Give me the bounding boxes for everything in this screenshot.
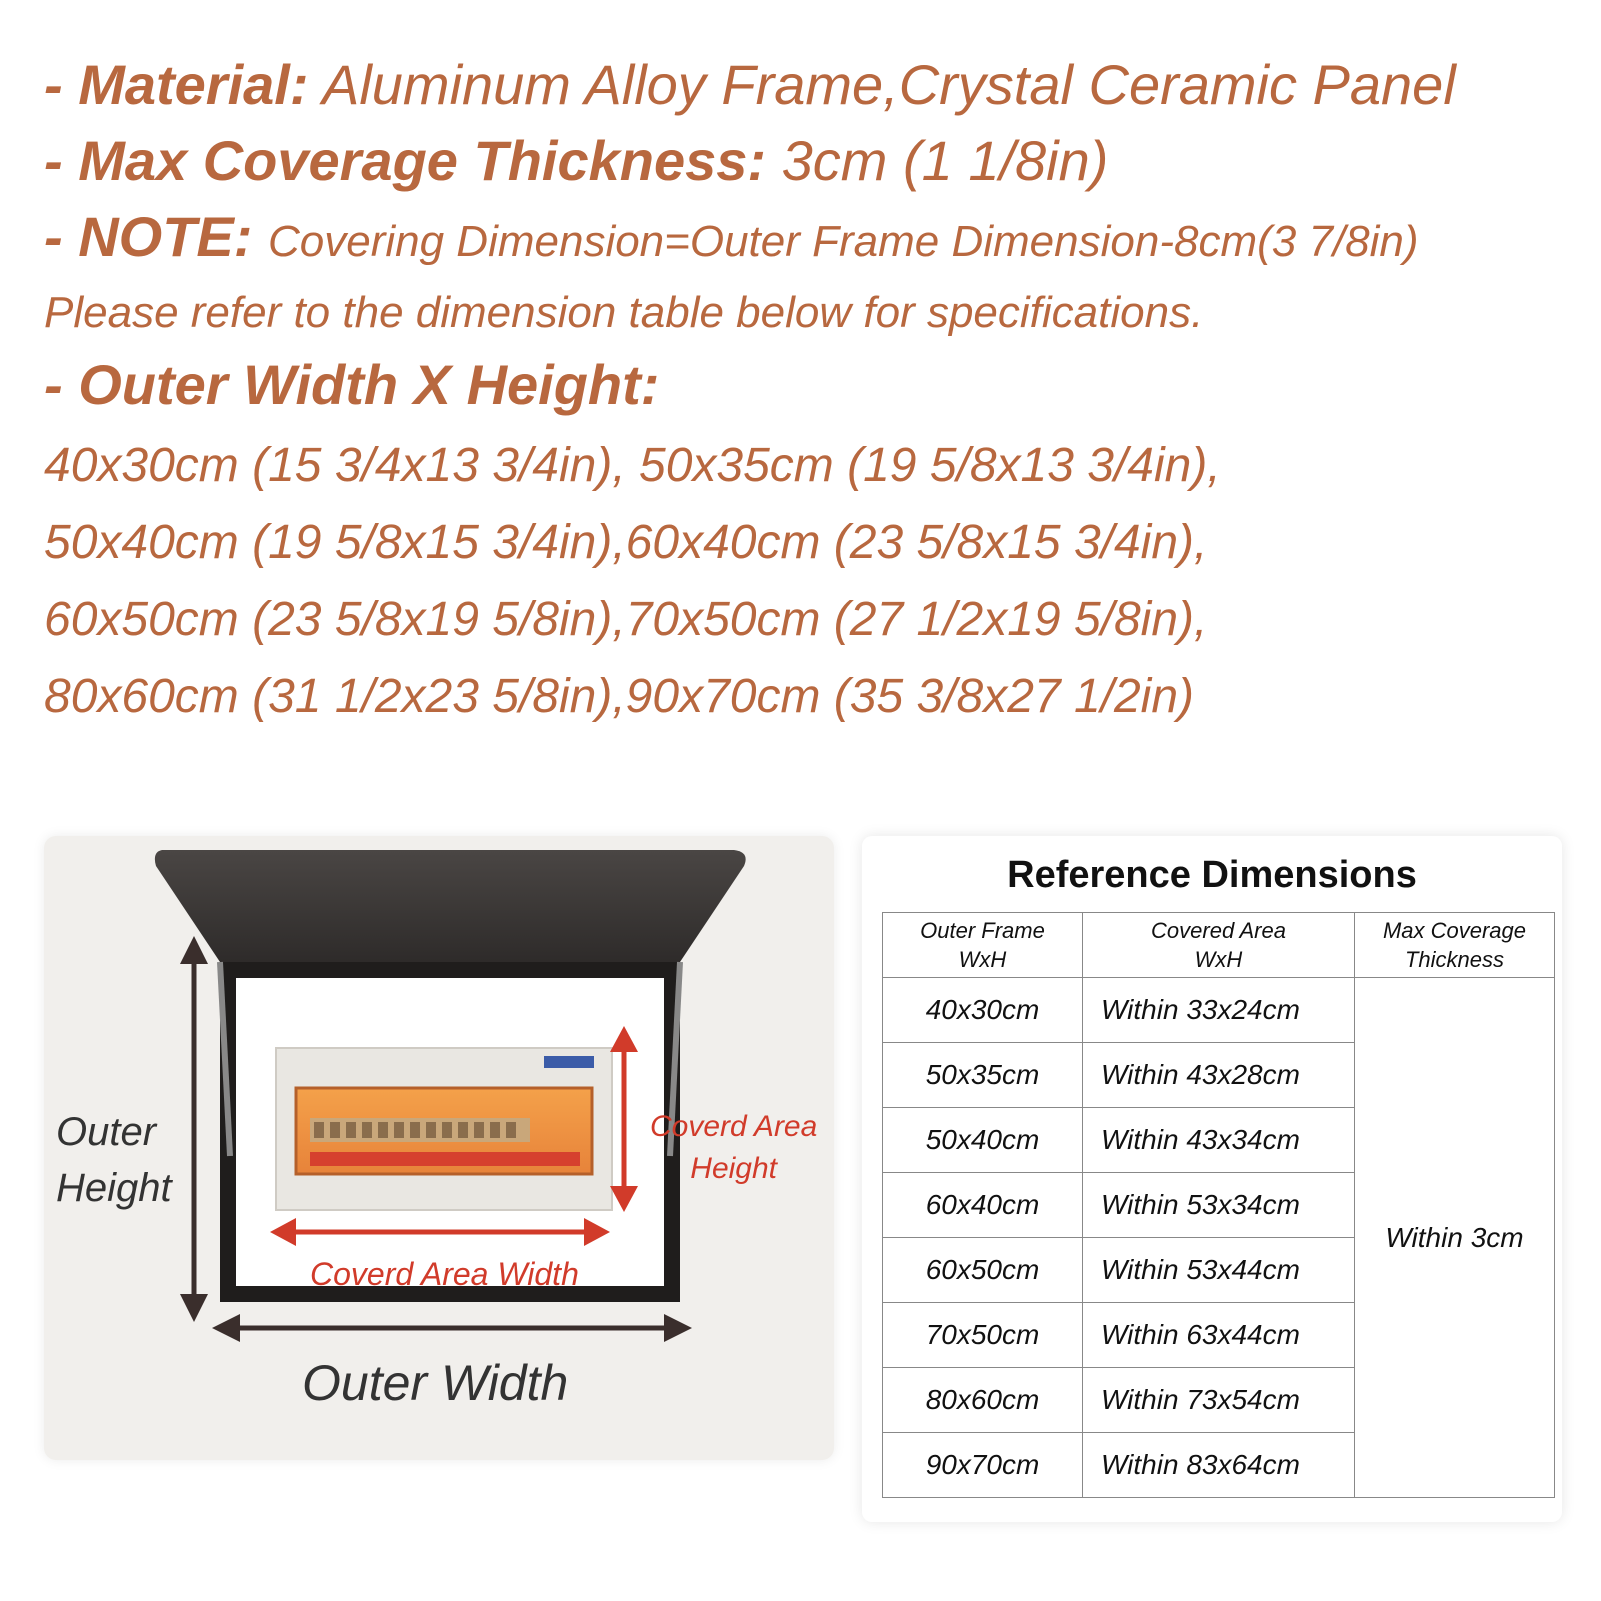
thickness-label: - Max Coverage Thickness: <box>44 129 767 192</box>
material-label: - Material: <box>44 53 309 116</box>
outer-height-line1: Outer <box>56 1110 157 1154</box>
thickness-cell: Within 3cm <box>1355 978 1555 1498</box>
outer-cell: 60x50cm <box>883 1238 1083 1303</box>
covered-width-label: Coverd Area Width <box>310 1256 579 1292</box>
size-line: 40x30cm (15 3/4x13 3/4in), 50x35cm (19 5/8x13 3/4in), <box>44 439 1221 492</box>
outer-height-label <box>56 1104 172 1216</box>
covered-height-label <box>650 1106 817 1190</box>
covered-cell: Within 53x44cm <box>1083 1238 1355 1303</box>
covered-cell: Within 53x34cm <box>1083 1173 1355 1238</box>
cover-diagram <box>44 836 834 1460</box>
outer-cell: 80x60cm <box>883 1368 1083 1433</box>
note-line <box>44 204 1419 269</box>
note-value: Covering Dimension=Outer Frame Dimension-8cm(3 7/8in) <box>267 217 1419 266</box>
refer-text: Please refer to the dimension table below for specifications. <box>44 288 1204 337</box>
size-line: 60x50cm (23 5/8x19 5/8in),70x50cm (27 1/2x19 5/8in), <box>44 593 1208 646</box>
outer-cell: 50x35cm <box>883 1043 1083 1108</box>
outer-height-line2: Height <box>56 1166 172 1210</box>
sizes-label: - Outer Width X Height: <box>44 353 660 416</box>
table-title: Reference Dimensions <box>1007 854 1417 896</box>
outer-cell: 90x70cm <box>883 1433 1083 1498</box>
covered-cell: Within 33x24cm <box>1083 978 1355 1043</box>
thickness-line <box>44 128 1108 193</box>
outer-cell: 70x50cm <box>883 1303 1083 1368</box>
dimensions-table <box>882 912 1555 1498</box>
header-covered-area: Covered Area WxH <box>1083 913 1355 978</box>
reference-table-card <box>862 836 1562 1522</box>
cover-lid <box>155 850 746 962</box>
size-line: 80x60cm (31 1/2x23 5/8in),90x70cm (35 3/8x27 1/2in) <box>44 670 1195 723</box>
covered-cell: Within 43x28cm <box>1083 1043 1355 1108</box>
covered-cell: Within 83x64cm <box>1083 1433 1355 1498</box>
outer-cell: 40x30cm <box>883 978 1083 1043</box>
covered-cell: Within 63x44cm <box>1083 1303 1355 1368</box>
table-row <box>883 978 1555 1043</box>
header-max-thickness: Max Coverage Thickness <box>1355 913 1555 978</box>
covered-height-line1: Coverd Area <box>650 1110 818 1143</box>
thickness-value: 3cm (1 1/8in) <box>781 129 1109 192</box>
outer-width-label: Outer Width <box>302 1355 569 1411</box>
table-header-row <box>883 913 1555 978</box>
covered-cell: Within 43x34cm <box>1083 1108 1355 1173</box>
outer-cell: 50x40cm <box>883 1108 1083 1173</box>
breaker-logo <box>544 1056 594 1068</box>
material-value: Aluminum Alloy Frame,Crystal Ceramic Panel <box>321 53 1456 116</box>
size-line: 50x40cm (19 5/8x15 3/4in),60x40cm (23 5/8x15 3/4in), <box>44 516 1208 569</box>
material-line <box>44 52 1456 117</box>
covered-height-line2: Height <box>690 1152 778 1185</box>
note-label: - NOTE: <box>44 205 253 268</box>
outer-cell: 60x40cm <box>883 1173 1083 1238</box>
header-outer-frame: Outer Frame WxH <box>883 913 1083 978</box>
covered-cell: Within 73x54cm <box>1083 1368 1355 1433</box>
